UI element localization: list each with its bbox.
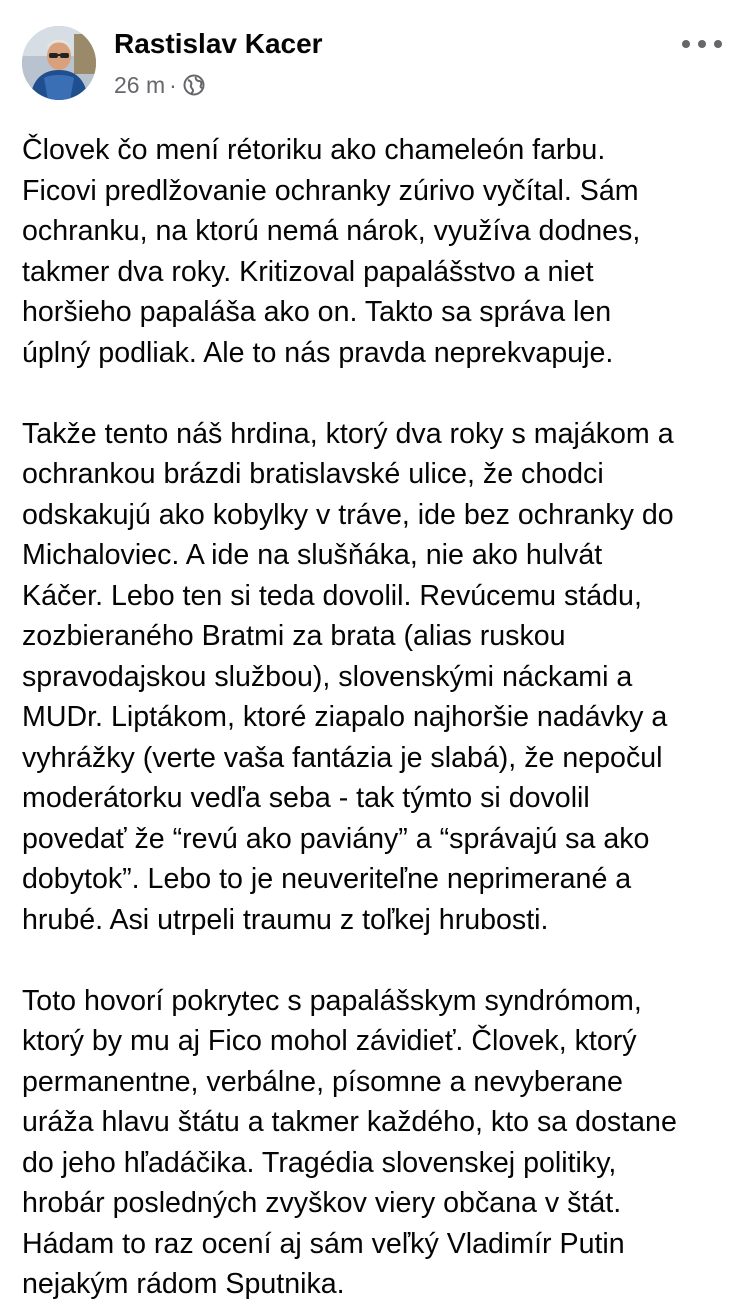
post-meta: [114, 71, 205, 99]
post-text-line: Toto hovorí pokrytec s papalášskym syndrómom,: [22, 984, 642, 1017]
post-paragraph: [22, 981, 722, 1305]
post-text-line: hrobár posledných zvyškov viery občana v štát.: [22, 1187, 622, 1219]
post-text-line: Takže tento náš hrdina, ktorý dva roky s majákom a: [22, 417, 674, 450]
post-text-line: Michaloviec. A ide na slušňáka, nie ako hulvát: [22, 539, 603, 571]
post-text-line: hrubé. Asi utrpeli traumu z toľkej hrubosti.: [22, 903, 549, 936]
post-text-line: nejakým rádom Sputnika.: [22, 1268, 345, 1300]
avatar[interactable]: [22, 26, 96, 100]
post-text-line: spravodajskou službou), slovenskými náckami a: [22, 660, 633, 693]
post-text-line: dobytok”. Lebo to je neuveriteľne neprimerané a: [22, 863, 632, 895]
post-text-line: povedať že “revú ako paviány” a “správajú sa ako: [22, 822, 650, 855]
post-text-line: úplný podliak. Ale to nás pravda neprekvapuje.: [22, 336, 614, 369]
globe-icon[interactable]: [183, 74, 205, 96]
post-text-line: takmer dva roky. Kritizoval papalášstvo a niet: [22, 255, 594, 288]
avatar-image: [22, 26, 96, 100]
post-text-line: ochranku, na ktorú nemá nárok, využíva dodnes,: [22, 215, 641, 247]
post-body: [22, 130, 722, 1305]
post-text-line: Človek čo mení rétoriku ako chameleón farbu.: [22, 134, 606, 166]
post-text-line: do jeho hľadáčika. Tragédia slovenskej politiky,: [22, 1146, 617, 1179]
post-paragraph: [22, 414, 722, 941]
post-text-line: vyhrážky (verte vaša fantázia je slabá), že nepočul: [22, 741, 663, 774]
post-text-line: Káčer. Lebo ten si teda dovolil. Revúcemu stádu,: [22, 579, 642, 612]
post-text-line: MUDr. Liptákom, ktoré ziapalo najhoršie nadávky a: [22, 701, 668, 733]
post-header: [22, 26, 722, 102]
post-text-line: horšieho papaláša ako on. Takto sa správa len: [22, 296, 612, 328]
post-text-line: odskakujú ako kobylky v tráve, ide bez ochranky do: [22, 498, 674, 531]
author-name[interactable]: Rastislav Kacer: [114, 28, 323, 59]
post-text-line: Hádam to raz ocení aj sám veľký Vladimír Putin: [22, 1227, 625, 1260]
post-text-line: permanentne, verbálne, písomne a nevyberane: [22, 1065, 623, 1098]
post-text-line: Ficovi predlžovanie ochranky zúrivo vyčítal. Sám: [22, 174, 639, 207]
post-text-line: ktorý by mu aj Fico mohol závidieť. Človek, ktorý: [22, 1025, 637, 1057]
more-options-icon[interactable]: [682, 34, 722, 54]
post-time[interactable]: 26 m: [114, 71, 166, 98]
post-text-line: moderátorku vedľa seba - tak týmto si dovolil: [22, 782, 590, 814]
post-paragraph: [22, 130, 722, 373]
post-text-line: zozbieraného Bratmi za brata (alias ruskou: [22, 620, 566, 652]
post-text-line: ochrankou brázdi bratislavské ulice, že chodci: [22, 458, 604, 490]
meta-separator: ·: [169, 71, 177, 98]
post-text-line: uráža hlavu štátu a takmer každého, kto sa dostane: [22, 1106, 677, 1138]
